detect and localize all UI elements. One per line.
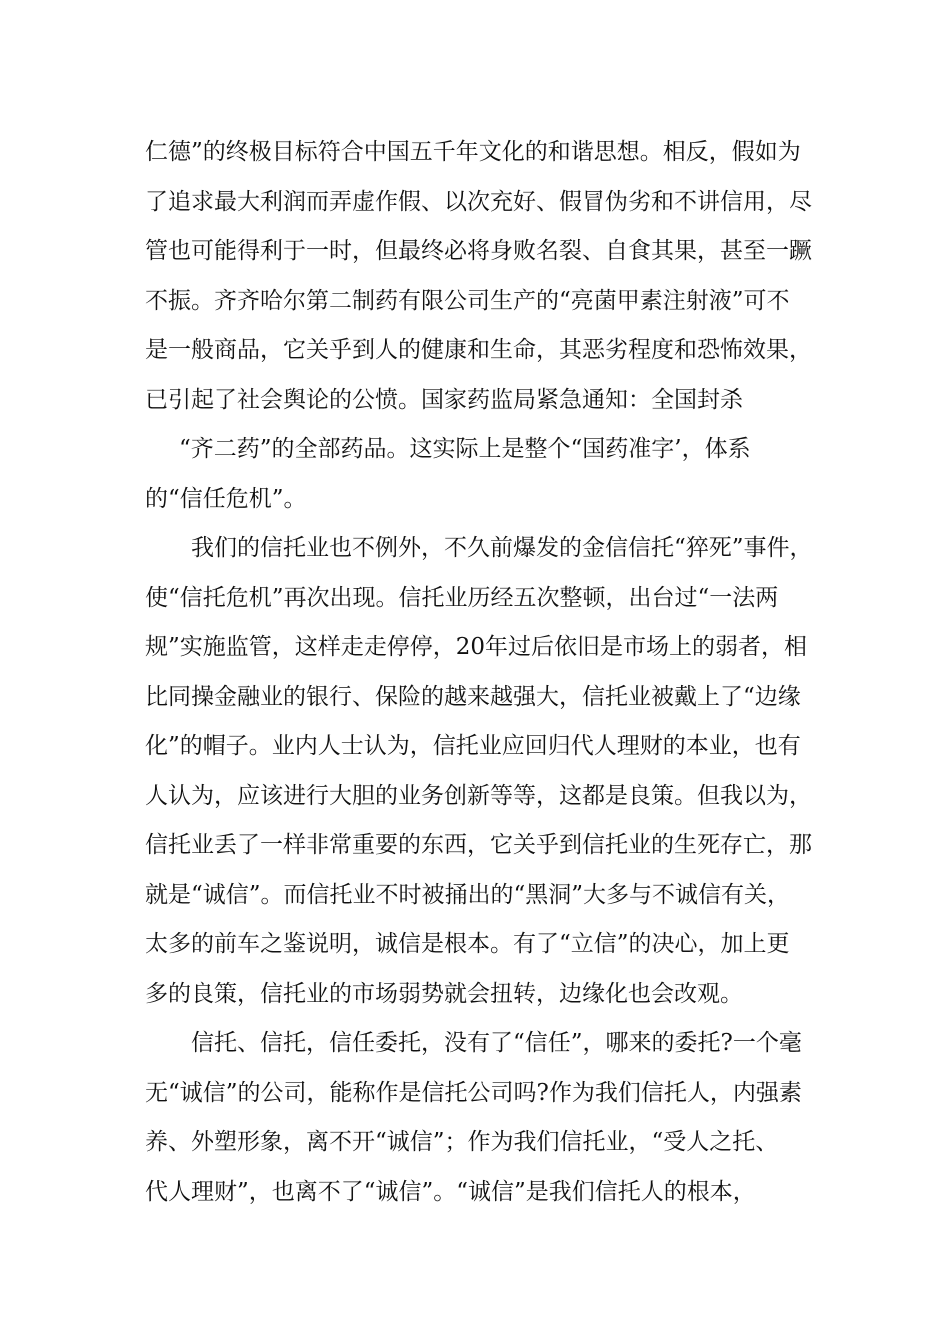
text-line: 比同操金融业的银行、保险的越来越强大，信托业被戴上了“边缘 xyxy=(145,683,801,710)
text-line: 不振。齐齐哈尔第二制药有限公司生产的“亮菌甲素注射液”可不 xyxy=(145,287,790,314)
paragraph-1 xyxy=(145,128,825,425)
paragraph-2 xyxy=(145,425,825,524)
text-line: 就是“诚信”。而信托业不时被捅出的“黑洞”大多与不诚信有关， xyxy=(145,881,791,908)
text-line: 人认为，应该进行大胆的业务创新等等，这都是良策。但我以为， xyxy=(145,782,812,809)
text-line: 养、外塑形象，离不开“诚信”；作为我们信托业，“受人之托、 xyxy=(145,1129,779,1155)
text-line: 我们的信托业也不例外，不久前爆发的金信信托“猝死”事件， xyxy=(191,535,813,561)
text-line: 仁德”的终极目标符合中国五千年文化的和谐思想。相反，假如为 xyxy=(145,139,801,165)
text-line: 无“诚信”的公司，能称作是信托公司吗?作为我们信托人，内强素 xyxy=(145,1079,802,1106)
text-line: 了追求最大利润而弄虚作假、以次充好、假冒伪劣和不讲信用，尽 xyxy=(145,188,812,215)
text-line: 是一般商品，它关乎到人的健康和生命，其恶劣程度和恐怖效果， xyxy=(145,337,812,363)
paragraph-4 xyxy=(145,1019,825,1217)
text-line: 规”实施监管，这样走走停停，20年过后依旧是市场上的弱者，相 xyxy=(145,634,808,660)
text-line: 信托、信托，信任委托，没有了“信任”，哪来的委托?一个毫 xyxy=(191,1030,802,1056)
text-line: 多的良策，信托业的市场弱势就会扭转，边缘化也会改观。 xyxy=(145,980,743,1007)
text-line: 管也可能得利于一时，但最终必将身败名裂、自食其果，甚至一蹶 xyxy=(145,238,812,264)
text-line: 已引起了社会舆论的公愤。国家药监局紧急通知：全国封杀 xyxy=(145,386,743,413)
text-line: “齐二药”的全部药品。这实际上是整个“国药准字’，体系 xyxy=(179,436,751,462)
paragraph-3 xyxy=(145,524,825,1019)
text-line: 代人理财”，也离不了“诚信”。“诚信”是我们信托人的根本， xyxy=(145,1178,756,1205)
text-line: 的“信任危机”。 xyxy=(145,485,307,512)
text-line: 太多的前车之鉴说明，诚信是根本。有了“立信”的决心，加上更 xyxy=(145,931,790,957)
text-line: 使“信托危机”再次出现。信托业历经五次整顿，出台过“一法两 xyxy=(145,584,779,611)
text-line: 化”的帽子。业内人士认为，信托业应回归代人理财的本业，也有 xyxy=(145,733,801,759)
text-line: 信托业丢了一样非常重要的东西，它关乎到信托业的生死存亡，那 xyxy=(145,832,812,858)
